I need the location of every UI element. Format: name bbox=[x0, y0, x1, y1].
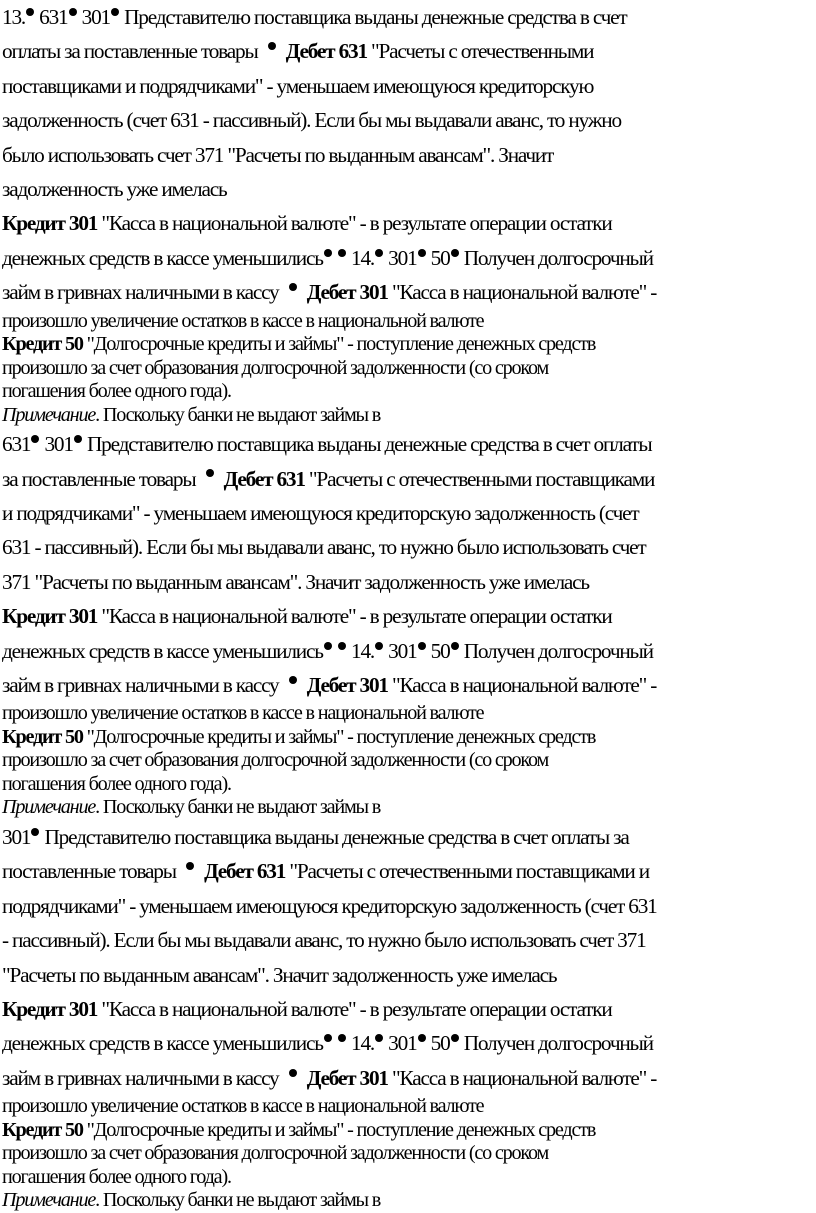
text-line bbox=[2, 380, 816, 404]
text-run: произошло за счет образования долгосрочной задолженности (со сроком bbox=[2, 1142, 549, 1165]
text-line bbox=[2, 820, 816, 854]
text-run: денежных средств в кассе уменьшились bbox=[2, 638, 323, 663]
text-run: "Касса в национальной валюте" - bbox=[387, 673, 657, 697]
text-run: Получен долгосрочный bbox=[459, 1031, 653, 1056]
text-line bbox=[2, 496, 816, 530]
text-run: "Касса в национальной валюте" - в результате операции остатки bbox=[97, 604, 612, 629]
text-line bbox=[2, 668, 816, 702]
bullet-icon bbox=[31, 435, 39, 443]
text-run: поставщиками и подрядчиками" - уменьшаем имеющуюся кредиторскую bbox=[2, 73, 594, 98]
text-line bbox=[2, 726, 816, 750]
bullet-icon bbox=[324, 642, 332, 650]
text-run: . Поскольку банки не выдают займы в bbox=[95, 403, 381, 426]
text-run: было использовать счет 371 "Расчеты по выданным авансам". Значит bbox=[2, 142, 554, 167]
bullet-icon bbox=[418, 642, 426, 650]
text-line bbox=[2, 1026, 816, 1060]
text-run: "Касса в национальной валюте" - в результате операции остатки bbox=[97, 996, 612, 1021]
note-label: Примечание bbox=[2, 403, 96, 426]
text-run: 631 - пассивный). Если бы мы выдавали аванс, то нужно было использовать счет bbox=[2, 535, 646, 560]
text-line bbox=[2, 241, 816, 275]
account-label: Кредит 50 bbox=[2, 333, 83, 356]
text-run bbox=[333, 639, 337, 663]
text-line bbox=[2, 1119, 816, 1143]
text-run: произошло за счет образования долгосрочной задолженности (со сроком bbox=[2, 749, 549, 772]
text-line bbox=[2, 404, 816, 428]
text-run: 631 bbox=[2, 432, 31, 457]
text-run: Представителю поставщика выданы денежные средства в счет оплаты за bbox=[40, 824, 629, 849]
text-line bbox=[2, 462, 816, 496]
text-run: поставленные товары bbox=[2, 859, 180, 884]
text-line bbox=[2, 889, 816, 923]
text-run: "Расчеты с отечественными bbox=[366, 39, 594, 64]
text-run: "Долгосрочные кредиты и займы" - поступление денежных средств bbox=[82, 333, 596, 356]
text-run: оплаты за поставленные товары bbox=[2, 39, 262, 64]
text-line bbox=[2, 206, 816, 240]
text-line bbox=[2, 103, 816, 137]
text-line bbox=[2, 634, 816, 668]
text-line bbox=[2, 958, 816, 992]
text-run: произошло увеличение остатков в кассе в национальной валюте bbox=[2, 1095, 484, 1118]
text-run: подрядчиками" - уменьшаем имеющуюся кредиторскую задолженность (счет 631 bbox=[2, 893, 657, 918]
bullet-icon bbox=[418, 1034, 426, 1042]
text-run: 50 bbox=[426, 638, 450, 663]
text-line bbox=[2, 1095, 816, 1119]
text-run: "Касса в национальной валюте" - bbox=[387, 1065, 657, 1090]
text-run: Получен долгосрочный bbox=[459, 245, 653, 270]
text-run: Представителю поставщика выданы денежные средства в счет оплаты bbox=[82, 432, 652, 457]
text-run bbox=[333, 1031, 337, 1055]
text-run: 14. bbox=[346, 1031, 375, 1056]
text-run: 13. bbox=[2, 5, 26, 29]
bullet-icon bbox=[451, 249, 459, 257]
text-line bbox=[2, 0, 816, 34]
text-line bbox=[2, 172, 816, 206]
text-run: за поставленные товары bbox=[2, 466, 200, 491]
text-run: произошло увеличение остатков в кассе в национальной валюте bbox=[2, 702, 484, 725]
bullet-icon bbox=[338, 249, 346, 257]
bullet-icon bbox=[375, 642, 383, 650]
bullet-icon bbox=[31, 828, 39, 836]
text-run: 301 bbox=[77, 5, 110, 29]
text-run: задолженность (счет 631 - пассивный). Если бы мы выдавали аванс, то нужно bbox=[2, 108, 621, 133]
text-run: погашения более одного года). bbox=[2, 772, 231, 795]
text-run: 371 "Расчеты по выданным авансам". Значит задолженность уже имелась bbox=[2, 569, 589, 594]
bullet-icon bbox=[338, 642, 346, 650]
text-line bbox=[2, 1166, 816, 1190]
bullet-icon bbox=[111, 8, 119, 16]
text-run: займ в гривнах наличными в кассу bbox=[2, 1065, 283, 1090]
bullet-icon bbox=[26, 8, 34, 16]
text-run: "Касса в национальной валюте" - в результате операции остатки bbox=[97, 211, 612, 236]
text-run: займ в гривнах наличными в кассу bbox=[2, 673, 283, 697]
bullet-icon bbox=[451, 642, 459, 650]
text-line bbox=[2, 1142, 816, 1166]
text-line bbox=[2, 702, 816, 726]
bullet-icon bbox=[418, 249, 426, 257]
text-run: займ в гривнах наличными в кассу bbox=[2, 280, 283, 305]
text-run: - пассивный). Если бы мы выдавали аванс, то нужно было использовать счет 371 bbox=[2, 928, 646, 953]
account-label: Дебет 631 bbox=[199, 859, 286, 884]
text-line bbox=[2, 854, 816, 888]
account-label: Кредит 50 bbox=[2, 725, 83, 748]
account-label: Дебет 301 bbox=[302, 1065, 388, 1090]
text-run: "Долгосрочные кредиты и займы" - поступление денежных средств bbox=[82, 1118, 596, 1141]
text-run: произошло за счет образования долгосрочной задолженности (со сроком bbox=[2, 356, 549, 379]
text-run: "Долгосрочные кредиты и займы" - поступление денежных средств bbox=[82, 725, 596, 748]
account-label: Дебет 631 bbox=[281, 39, 367, 64]
account-label: Дебет 631 bbox=[219, 466, 305, 491]
text-run: погашения более одного года). bbox=[2, 380, 231, 403]
text-line bbox=[2, 138, 816, 172]
account-label: Кредит 301 bbox=[2, 604, 98, 629]
text-run: 14. bbox=[346, 638, 375, 663]
text-run: "Расчеты с отечественными поставщиками bbox=[304, 466, 655, 491]
bullet-icon bbox=[289, 283, 297, 291]
text-run: 631 bbox=[35, 5, 68, 29]
text-run: "Касса в национальной валюте" - bbox=[387, 280, 657, 305]
text-run: произошло увеличение остатков в кассе в национальной валюте bbox=[2, 309, 484, 332]
account-label: Кредит 301 bbox=[2, 996, 98, 1021]
bullet-icon bbox=[206, 469, 214, 477]
text-line bbox=[2, 796, 816, 820]
text-line bbox=[2, 275, 816, 309]
text-line bbox=[2, 565, 816, 599]
bullet-icon bbox=[69, 8, 77, 16]
bullet-icon bbox=[289, 1069, 297, 1077]
text-line bbox=[2, 1061, 816, 1095]
bullet-icon bbox=[451, 1034, 459, 1042]
text-line bbox=[2, 599, 816, 633]
bullet-icon bbox=[324, 249, 332, 257]
text-run: денежных средств в кассе уменьшились bbox=[2, 1031, 323, 1056]
text-run: 14. bbox=[346, 245, 375, 270]
text-run: 301 bbox=[40, 432, 73, 457]
text-run: . Поскольку банки не выдают займы в bbox=[95, 796, 381, 819]
bullet-icon bbox=[338, 1034, 346, 1042]
text-run: 50 bbox=[426, 1031, 450, 1056]
bullet-icon bbox=[186, 862, 194, 870]
text-line bbox=[2, 923, 816, 957]
text-run: 50 bbox=[426, 245, 450, 270]
text-line bbox=[2, 34, 816, 68]
text-run: Представителю поставщика выданы денежные средства в счет bbox=[120, 5, 627, 29]
text-run: "Расчеты с отечественными поставщиками и bbox=[285, 859, 649, 884]
text-run bbox=[333, 246, 337, 270]
text-line bbox=[2, 427, 816, 461]
text-run: погашения более одного года). bbox=[2, 1165, 231, 1188]
text-run: денежных средств в кассе уменьшились bbox=[2, 245, 323, 270]
text-line bbox=[2, 310, 816, 334]
text-run: задолженность уже имелась bbox=[2, 177, 227, 202]
text-run: . Поскольку банки не выдают займы в bbox=[95, 1189, 381, 1212]
bullet-icon bbox=[74, 435, 82, 443]
bullet-icon bbox=[375, 1034, 383, 1042]
text-line bbox=[2, 749, 816, 773]
text-run: 301 bbox=[2, 824, 31, 849]
text-run: 301 bbox=[384, 245, 417, 270]
text-line bbox=[2, 992, 816, 1026]
bullet-icon bbox=[375, 249, 383, 257]
text-run: Получен долгосрочный bbox=[459, 638, 653, 663]
note-label: Примечание bbox=[2, 796, 96, 819]
bullet-icon bbox=[289, 676, 297, 684]
text-run: 301 bbox=[384, 638, 417, 663]
note-label: Примечание bbox=[2, 1189, 96, 1212]
text-line bbox=[2, 1189, 816, 1213]
text-run: и подрядчиками" - уменьшаем имеющуюся кредиторскую задолженность (счет bbox=[2, 500, 639, 525]
account-label: Кредит 50 bbox=[2, 1118, 83, 1141]
bullet-icon bbox=[324, 1034, 332, 1042]
account-label: Дебет 301 bbox=[302, 280, 388, 305]
bullet-icon bbox=[268, 42, 276, 50]
text-line bbox=[2, 530, 816, 564]
text-line bbox=[2, 69, 816, 103]
account-label: Дебет 301 bbox=[302, 673, 388, 697]
text-run: 301 bbox=[384, 1031, 417, 1056]
account-label: Кредит 301 bbox=[2, 211, 98, 236]
text-run: "Расчеты по выданным авансам". Значит задолженность уже имелась bbox=[2, 962, 557, 987]
text-line bbox=[2, 773, 816, 797]
text-line bbox=[2, 357, 816, 381]
text-line bbox=[2, 333, 816, 357]
